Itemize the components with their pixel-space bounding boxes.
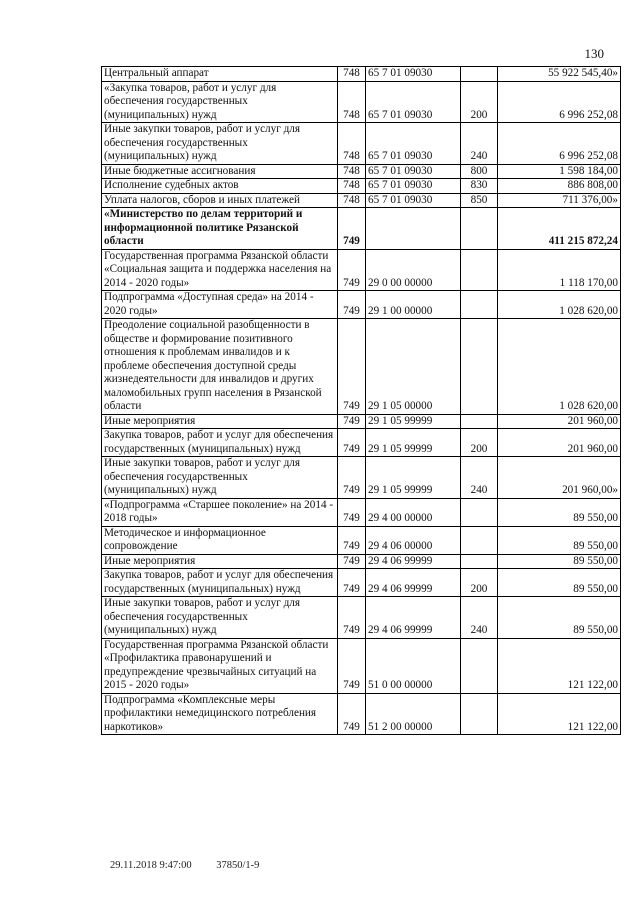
row-target-article-cell: 51 2 00 00000 <box>366 693 461 735</box>
table-row <box>102 208 621 250</box>
row-ministry-code-cell: 749 <box>338 429 366 457</box>
row-target-article-cell: 29 1 00 00000 <box>366 291 461 319</box>
row-target-article-cell: 29 1 05 00000 <box>366 319 461 415</box>
row-expense-type-cell: 800 <box>461 164 498 179</box>
table-row <box>102 81 621 123</box>
row-amount-cell: 201 960,00 <box>498 414 621 429</box>
row-name-cell: «Закупка товаров, работ и услуг для обеспечения государственных (муниципальных) нужд <box>102 81 338 123</box>
row-name-cell: «Подпрограмма «Старшее поколение» на 2014 - 2018 годы» <box>102 498 338 526</box>
row-expense-type-cell: 850 <box>461 193 498 208</box>
row-amount-cell: 55 922 545,40» <box>498 67 621 82</box>
row-name-cell: Преодоление социальной разобщенности в обществе и формирование позитивного отношения к проблемам инвалидов и к проблеме обеспечения доступной среды жизнедеятельности для инвалидов и других маломобильных групп населения в Рязанской области <box>102 319 338 415</box>
row-target-article-cell: 29 4 06 99999 <box>366 597 461 639</box>
row-expense-type-cell: 240 <box>461 597 498 639</box>
row-amount-cell: 89 550,00 <box>498 597 621 639</box>
row-amount-cell: 886 808,00 <box>498 179 621 194</box>
row-expense-type-cell <box>461 554 498 569</box>
row-ministry-code-cell: 749 <box>338 526 366 554</box>
row-ministry-code-cell: 749 <box>338 457 366 499</box>
row-target-article-cell: 29 4 06 99999 <box>366 569 461 597</box>
row-expense-type-cell: 200 <box>461 81 498 123</box>
row-target-article-cell <box>366 208 461 250</box>
row-name-cell: Государственная программа Рязанской области «Профилактика правонарушений и предупреждение чрезвычайных ситуаций на 2015 - 2020 годы» <box>102 638 338 693</box>
row-ministry-code-cell: 749 <box>338 569 366 597</box>
row-amount-cell: 201 960,00 <box>498 429 621 457</box>
row-expense-type-cell <box>461 249 498 291</box>
row-expense-type-cell <box>461 414 498 429</box>
row-ministry-code-cell: 749 <box>338 208 366 250</box>
row-name-cell: Подпрограмма «Доступная среда» на 2014 - 2020 годы» <box>102 291 338 319</box>
row-amount-cell: 1 028 620,00 <box>498 291 621 319</box>
table-row <box>102 638 621 693</box>
row-ministry-code-cell: 749 <box>338 597 366 639</box>
row-amount-cell: 89 550,00 <box>498 554 621 569</box>
row-name-cell: Закупка товаров, работ и услуг для обеспечения государственных (муниципальных) нужд <box>102 429 338 457</box>
table-row <box>102 123 621 165</box>
table-body <box>102 67 621 735</box>
row-target-article-cell: 65 7 01 09030 <box>366 193 461 208</box>
row-amount-cell: 121 122,00 <box>498 693 621 735</box>
row-ministry-code-cell: 749 <box>338 249 366 291</box>
row-name-cell: Центральный аппарат <box>102 67 338 82</box>
table-row <box>102 67 621 82</box>
row-ministry-code-cell: 749 <box>338 414 366 429</box>
row-target-article-cell: 29 4 06 00000 <box>366 526 461 554</box>
row-expense-type-cell: 830 <box>461 179 498 194</box>
table-row <box>102 569 621 597</box>
row-name-cell: Иные мероприятия <box>102 414 338 429</box>
footer-datetime: 29.11.2018 9:47:00 <box>110 860 192 871</box>
table-row <box>102 457 621 499</box>
row-expense-type-cell: 240 <box>461 457 498 499</box>
row-expense-type-cell <box>461 498 498 526</box>
row-name-cell: Иные закупки товаров, работ и услуг для обеспечения государственных (муниципальных) нужд <box>102 123 338 165</box>
row-expense-type-cell <box>461 208 498 250</box>
row-amount-cell: 711 376,00» <box>498 193 621 208</box>
row-target-article-cell: 65 7 01 09030 <box>366 81 461 123</box>
row-expense-type-cell: 200 <box>461 569 498 597</box>
row-amount-cell: 89 550,00 <box>498 498 621 526</box>
row-expense-type-cell <box>461 67 498 82</box>
row-name-cell: Методическое и информационное сопровождение <box>102 526 338 554</box>
row-ministry-code-cell: 749 <box>338 291 366 319</box>
row-name-cell: Иные закупки товаров, работ и услуг для обеспечения государственных (муниципальных) нужд <box>102 457 338 499</box>
row-expense-type-cell: 240 <box>461 123 498 165</box>
row-amount-cell: 6 996 252,08 <box>498 81 621 123</box>
row-name-cell: Иные мероприятия <box>102 554 338 569</box>
row-name-cell: Исполнение судебных актов <box>102 179 338 194</box>
row-amount-cell: 1 028 620,00 <box>498 319 621 415</box>
row-target-article-cell: 29 4 06 99999 <box>366 554 461 569</box>
row-target-article-cell: 65 7 01 09030 <box>366 179 461 194</box>
table-row <box>102 249 621 291</box>
row-target-article-cell: 29 1 05 99999 <box>366 429 461 457</box>
table-row <box>102 498 621 526</box>
row-target-article-cell: 65 7 01 09030 <box>366 164 461 179</box>
table-row <box>102 164 621 179</box>
row-ministry-code-cell: 749 <box>338 693 366 735</box>
row-target-article-cell: 51 0 00 00000 <box>366 638 461 693</box>
table-row <box>102 554 621 569</box>
row-expense-type-cell <box>461 693 498 735</box>
row-ministry-code-cell: 748 <box>338 179 366 194</box>
row-target-article-cell: 29 0 00 00000 <box>366 249 461 291</box>
table-row <box>102 597 621 639</box>
row-name-cell: Государственная программа Рязанской области «Социальная защита и поддержка населения на 2014 - 2020 годы» <box>102 249 338 291</box>
row-amount-cell: 89 550,00 <box>498 526 621 554</box>
row-name-cell: Иные закупки товаров, работ и услуг для обеспечения государственных (муниципальных) нужд <box>102 597 338 639</box>
row-target-article-cell: 29 4 00 00000 <box>366 498 461 526</box>
row-name-cell: Уплата налогов, сборов и иных платежей <box>102 193 338 208</box>
row-amount-cell: 6 996 252,08 <box>498 123 621 165</box>
row-amount-cell: 201 960,00» <box>498 457 621 499</box>
row-name-cell: «Министерство по делам территорий и информационной политике Рязанской области <box>102 208 338 250</box>
row-ministry-code-cell: 749 <box>338 554 366 569</box>
row-target-article-cell: 29 1 05 99999 <box>366 414 461 429</box>
row-expense-type-cell <box>461 319 498 415</box>
budget-table <box>101 66 621 735</box>
footer-doc-code: 37850/1-9 <box>216 860 260 871</box>
row-ministry-code-cell: 748 <box>338 193 366 208</box>
row-expense-type-cell: 200 <box>461 429 498 457</box>
row-amount-cell: 1 118 170,00 <box>498 249 621 291</box>
table-row <box>102 193 621 208</box>
row-expense-type-cell <box>461 526 498 554</box>
row-target-article-cell: 65 7 01 09030 <box>366 67 461 82</box>
row-ministry-code-cell: 749 <box>338 319 366 415</box>
table-row <box>102 429 621 457</box>
row-expense-type-cell <box>461 291 498 319</box>
table-row <box>102 179 621 194</box>
row-name-cell: Подпрограмма «Комплексные меры профилактики немедицинского потребления наркотиков» <box>102 693 338 735</box>
row-expense-type-cell <box>461 638 498 693</box>
table-row <box>102 693 621 735</box>
page-number: 130 <box>584 46 604 61</box>
row-ministry-code-cell: 749 <box>338 638 366 693</box>
table-row <box>102 291 621 319</box>
row-ministry-code-cell: 748 <box>338 81 366 123</box>
table-row <box>102 319 621 415</box>
table-row <box>102 414 621 429</box>
row-name-cell: Закупка товаров, работ и услуг для обеспечения государственных (муниципальных) нужд <box>102 569 338 597</box>
row-name-cell: Иные бюджетные ассигнования <box>102 164 338 179</box>
row-target-article-cell: 65 7 01 09030 <box>366 123 461 165</box>
table-row <box>102 526 621 554</box>
row-amount-cell: 411 215 872,24 <box>498 208 621 250</box>
row-ministry-code-cell: 748 <box>338 67 366 82</box>
row-ministry-code-cell: 748 <box>338 164 366 179</box>
document-footer <box>110 860 259 871</box>
row-amount-cell: 1 598 184,00 <box>498 164 621 179</box>
row-ministry-code-cell: 748 <box>338 123 366 165</box>
row-ministry-code-cell: 749 <box>338 498 366 526</box>
row-amount-cell: 121 122,00 <box>498 638 621 693</box>
row-amount-cell: 89 550,00 <box>498 569 621 597</box>
row-target-article-cell: 29 1 05 99999 <box>366 457 461 499</box>
